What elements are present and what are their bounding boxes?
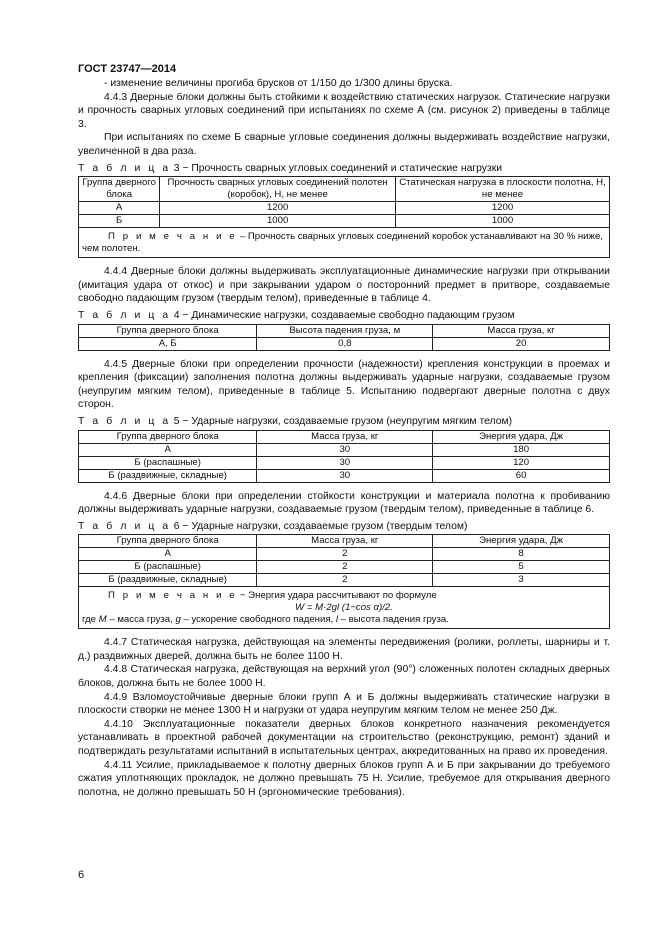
table-header-cell: Группа дверного блока (79, 324, 257, 337)
table-cell: Б (79, 215, 160, 228)
table-number: 3 (173, 162, 180, 174)
paragraph-4-4-3: 4.4.3 Дверные блоки должны быть стойкими к воздействию статических нагрузок. Статические нагрузки и прочность сварных угловых соединений при испытаниях по схеме А (см. рисунок 2) приведены в таблице 3. (78, 91, 610, 130)
table-row (79, 456, 610, 469)
table-header-cell: Масса груза, кг (433, 324, 610, 337)
table-6 (78, 534, 610, 629)
paragraph-4-4-5: 4.4.5 Дверные блоки при определении прочности (надежности) крепления конструкции в проемах и крепления (фиксации) заполнения полотна должны выдерживать ударные нагрузки, создаваемые грузом (неупругим мягким телом), приведенные в таблице 5. Испытанию подвергают дверные полотна с двух сторон. (78, 358, 610, 411)
page-number: 6 (78, 869, 85, 881)
note-label: П р и м е ч а н и е (108, 590, 238, 602)
table-row (79, 574, 610, 587)
table-header-cell: Группа дверного блока (79, 535, 257, 548)
table-cell: 0,8 (257, 337, 433, 350)
table-title: − Прочность сварных угловых соединений и статические нагрузки (182, 162, 503, 174)
table-cell: 1200 (160, 202, 396, 215)
paragraph-4-4-6: 4.4.6 Дверные блоки при определении стойкости конструкции и материала полотна к пробиванию должны выдерживать ударные нагрузки, создаваемые грузом (твердым телом), приведенные в таблице 6. (78, 490, 610, 516)
table-title: − Ударные нагрузки, создаваемые грузом (неупругим мягким телом) (182, 415, 513, 427)
variable-g: g (175, 614, 181, 626)
table-4-caption (78, 309, 610, 323)
table-4 (78, 324, 610, 351)
table-cell: 2 (257, 548, 433, 561)
table-note-row (79, 228, 610, 258)
table-cell: 8 (433, 548, 610, 561)
table-cell: 1200 (395, 202, 609, 215)
variable-l: l (335, 614, 338, 626)
table-number: 4 (173, 309, 180, 321)
table-label: Т а б л и ц а (78, 162, 171, 174)
table-cell: 1000 (395, 215, 609, 228)
table-row (79, 443, 610, 456)
table-header-cell: Энергия удара, Дж (433, 535, 610, 548)
variable-m: M (98, 614, 107, 626)
table-note (79, 587, 610, 629)
table-cell: 120 (433, 456, 610, 469)
table-cell: Б (распашные) (79, 456, 257, 469)
table-header-row (79, 430, 610, 443)
table-cell: 30 (257, 456, 433, 469)
table-cell: 20 (433, 337, 610, 350)
table-cell: Б (распашные) (79, 561, 257, 574)
table-number: 6 (173, 520, 180, 532)
table-row (79, 561, 610, 574)
note-text: − Энергия удара рассчитывают по формуле (237, 590, 437, 602)
table-row (79, 202, 610, 215)
table-label: Т а б л и ц а (78, 415, 171, 427)
table-header-row (79, 324, 610, 337)
table-header-cell: Энергия удара, Дж (433, 430, 610, 443)
table-label: Т а б л и ц а (78, 520, 171, 532)
table-header-row (79, 535, 610, 548)
table-note-row (79, 587, 610, 629)
table-6-caption (78, 520, 610, 534)
legend-prefix: где (82, 614, 99, 626)
table-note (79, 228, 610, 258)
table-row (79, 469, 610, 482)
table-row (79, 548, 610, 561)
table-cell: 2 (257, 574, 433, 587)
table-cell: 180 (433, 443, 610, 456)
table-3-caption (78, 162, 610, 176)
note-text: – Прочность сварных угловых соединений коробок устанавливают на 30 % ниже, чем полотен. (82, 231, 603, 255)
table-header-cell: Масса груза, кг (257, 430, 433, 443)
definition-g: – ускорение свободного падения, (180, 614, 336, 626)
table-header-cell: Группа дверного блока (79, 177, 160, 202)
table-cell: Б (раздвижные, складные) (79, 469, 257, 482)
paragraph-4-4-3-scheme-b: При испытаниях по схеме Б сварные угловые соединения должны выдерживать воздействие нагрузки, увеличенной в два раза. (78, 132, 610, 157)
table-cell: 30 (257, 443, 433, 456)
table-title: − Динамические нагрузки, создаваемые свободно падающим грузом (182, 309, 515, 321)
paragraph-4-4-7: 4.4.7 Статическая нагрузка, действующая на элементы передвижения (ролики, роллеты, шарниры и т. д.) раздвижных дверей, должна быть не более 1100 Н. (78, 637, 610, 662)
table-cell: А (79, 202, 160, 215)
table-cell: 3 (433, 574, 610, 587)
table-label: Т а б л и ц а (78, 309, 171, 321)
table-header-cell: Высота падения груза, м (257, 324, 433, 337)
table-header-cell: Группа дверного блока (79, 430, 257, 443)
document-body (78, 77, 610, 799)
table-cell: 1000 (160, 215, 396, 228)
table-3 (78, 176, 610, 258)
table-header-cell: Масса груза, кг (257, 535, 433, 548)
definition-m: – масса груза, (106, 614, 176, 626)
energy-formula: W = M·2gl (1−cos α)/2. (295, 602, 393, 614)
table-cell: 5 (433, 561, 610, 574)
table-row (79, 215, 610, 228)
table-cell: 60 (433, 469, 610, 482)
table-header-cell: Прочность сварных угловых соединений полотен (коробок), Н, не менее (160, 177, 396, 202)
table-cell: А (79, 443, 257, 456)
table-number: 5 (173, 415, 180, 427)
table-5-caption (78, 415, 610, 429)
paragraph-4-4-10: 4.4.10 Эксплуатационные показатели дверных блоков конкретного назначения рекомендуется устанавливать в проектной рабочей документации на строительство (реконструкцию, ремонт) зданий и подтверждать результатами испытаний в испытательных центрах, аккредитованных на право их проведения. (78, 718, 610, 758)
document-header: ГОСТ 23747—2014 (78, 63, 177, 75)
table-cell: 2 (257, 561, 433, 574)
table-cell: Б (раздвижные, складные) (79, 574, 257, 587)
note-label: П р и м е ч а н и е (108, 231, 238, 243)
table-cell: А (79, 548, 257, 561)
paragraph-4-4-9: 4.4.9 Взломоустойчивые дверные блоки групп А и Б должны выдерживать статические нагрузки в плоскости створки не менее 1300 Н и нагрузки от удара неупругим мягким телом не менее 250 Дж. (78, 691, 610, 717)
definition-l: – высота падения груза. (338, 614, 449, 626)
table-header-cell: Статическая нагрузка в плоскости полотна, Н, не менее (395, 177, 609, 202)
table-cell: А, Б (79, 337, 257, 350)
formula-legend (82, 614, 606, 626)
table-row (79, 337, 610, 350)
paragraph-4-4-8: 4.4.8 Статическая нагрузка, действующая на верхний угол (90°) сложенных полотен складных дверных блоков, должна быть не более 1000 Н. (78, 664, 610, 690)
paragraph-continuation: - изменение величины прогиба брусков от 1/150 до 1/300 длины бруска. (104, 78, 453, 89)
paragraph-4-4-11: 4.4.11 Усилие, прикладываемое к полотну дверных блоков групп А и Б при закрывании до требуемого сжатия уплотняющих прокладок, не должно превышать 75 Н. Усилие, требуемое для открывания дверного полотна, не должно превышать 50 Н (эргономические требования). (78, 759, 610, 798)
paragraph-4-4-4: 4.4.4 Дверные блоки должны выдерживать эксплуатационные динамические нагрузки при открывании (имитация удара от откос) и при закрывании ударом о посторонний предмет в притворе, создаваемые свободно падающим грузом (твердым телом), приведенные в таблице 4. (78, 266, 610, 305)
table-cell: 30 (257, 469, 433, 482)
table-header-row (79, 177, 610, 202)
table-5 (78, 430, 610, 483)
table-title: − Ударные нагрузки, создаваемые грузом (твердым телом) (182, 520, 468, 532)
